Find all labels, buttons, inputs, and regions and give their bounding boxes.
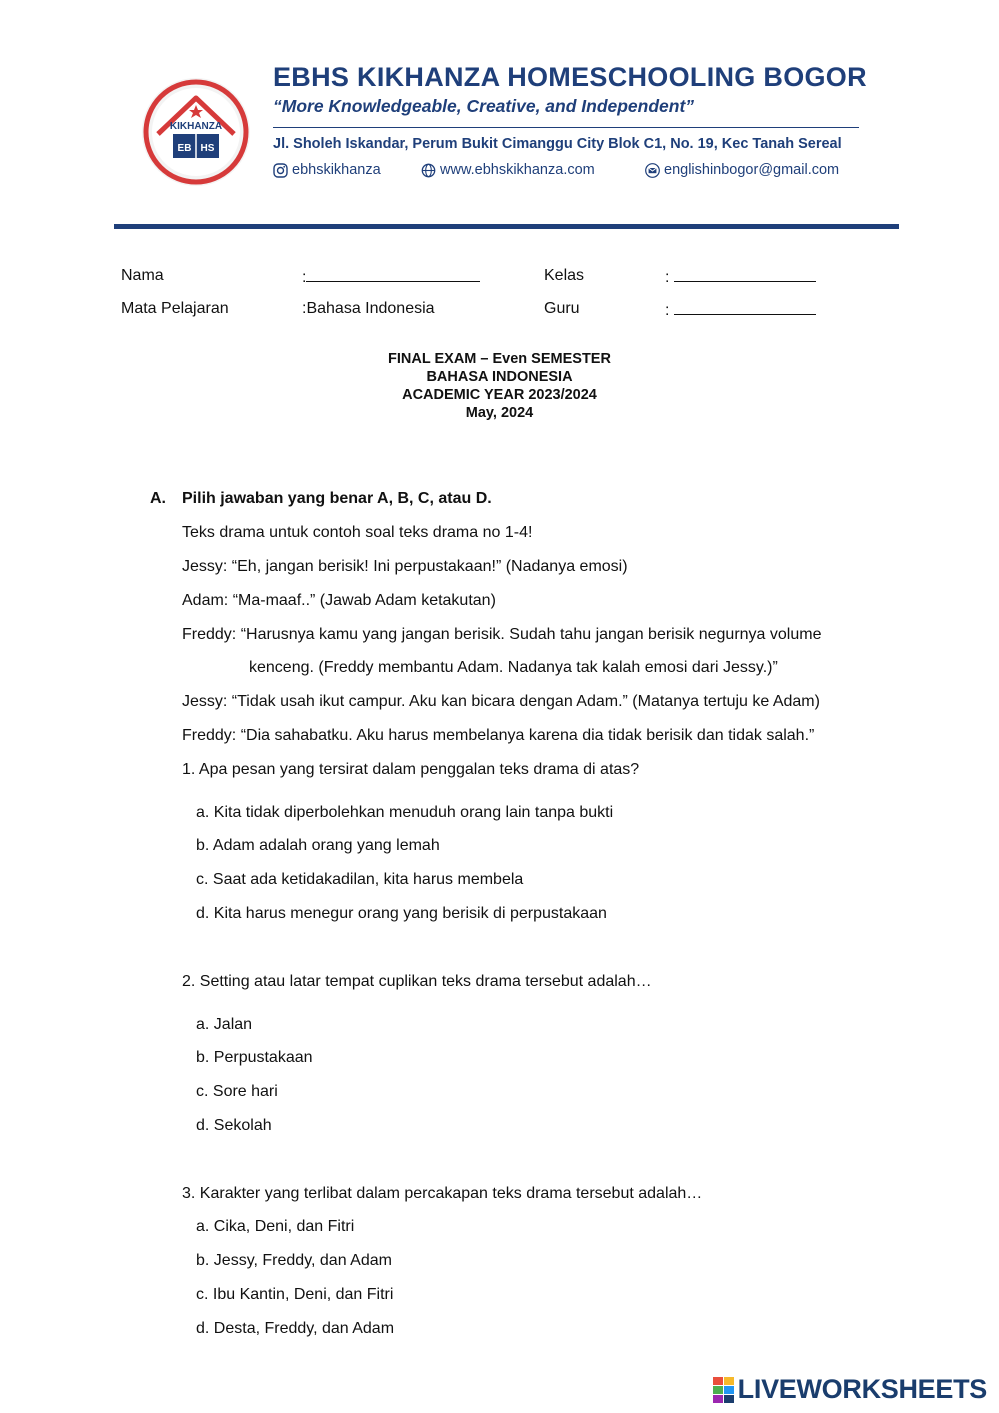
school-address: Jl. Sholeh Iskandar, Perum Bukit Cimanggu City Blok C1, No. 19, Kec Tanah Sereal [273, 136, 842, 152]
logo-badge-right: HS [200, 143, 215, 154]
globe-icon [421, 163, 436, 178]
logo-badge-left: EB [177, 143, 192, 154]
section-heading: Pilih jawaban yang benar A, B, C, atau D. [182, 490, 492, 507]
q2-option-b[interactable]: b. Perpustakaan [196, 1049, 313, 1066]
section-marker: A. [150, 490, 166, 507]
header-divider [273, 127, 859, 128]
contact-email [645, 162, 839, 178]
email-address: englishinbogor@gmail.com [664, 162, 840, 178]
drama-intro: Teks drama untuk contoh soal teks drama no 1-4! [182, 524, 533, 541]
q2-option-a[interactable]: a. Jalan [196, 1016, 253, 1033]
kelas-field[interactable] [665, 267, 816, 287]
contact-website [421, 162, 595, 178]
liveworksheets-brand [713, 1374, 987, 1405]
nama-field[interactable] [302, 267, 480, 287]
instagram-icon [273, 163, 288, 178]
exam-title-line1: FINAL EXAM – Even SEMESTER [388, 351, 611, 367]
guru-label: Guru [544, 300, 580, 317]
q2-option-c[interactable]: c. Sore hari [196, 1083, 278, 1100]
logo-text: KIKHANZA [169, 121, 223, 132]
q2-option-d[interactable]: d. Sekolah [196, 1117, 272, 1134]
dialogue-line: Freddy: “Dia sahabatku. Aku harus membelanya karena dia tidak berisik dan tidak salah.” [182, 727, 815, 744]
dialogue-line: Adam: “Ma-maaf..” (Jawab Adam ketakutan) [182, 592, 496, 609]
dialogue-line: kenceng. (Freddy membantu Adam. Nadanya tak kalah emosi dari Jessy.)” [249, 659, 778, 676]
q3-option-a[interactable]: a. Cika, Deni, dan Fitri [196, 1218, 355, 1235]
question-3: 3. Karakter yang terlibat dalam percakapan teks drama tersebut adalah… [182, 1185, 703, 1202]
q3-option-c[interactable]: c. Ibu Kantin, Deni, dan Fitri [196, 1286, 394, 1303]
dialogue-line: Freddy: “Harusnya kamu yang jangan berisik. Sudah tahu jangan berisik negurnya volume [182, 626, 822, 643]
kelas-blank [674, 267, 816, 282]
dialogue-line: Jessy: “Tidak usah ikut campur. Aku kan bicara dengan Adam.” (Matanya tertuju ke Adam) [182, 693, 820, 710]
q1-option-d[interactable]: d. Kita harus menegur orang yang berisik di perpustakaan [196, 905, 607, 922]
nama-label: Nama [121, 267, 164, 284]
q1-option-a[interactable]: a. Kita tidak diperbolehkan menuduh orang lain tanpa bukti [196, 804, 614, 821]
exam-title [0, 350, 999, 422]
kelas-label: Kelas [544, 267, 585, 284]
q3-option-b[interactable]: b. Jessy, Freddy, dan Adam [196, 1252, 392, 1269]
guru-blank [674, 300, 816, 315]
question-2: 2. Setting atau latar tempat cuplikan teks drama tersebut adalah… [182, 973, 652, 990]
guru-colon: : [665, 302, 670, 319]
instagram-handle: ebhskikhanza [292, 162, 381, 178]
exam-title-line3: ACADEMIC YEAR 2023/2024 [402, 387, 597, 403]
exam-title-line2: BAHASA INDONESIA [426, 369, 573, 385]
website-url: www.ebhskikhanza.com [440, 162, 595, 178]
mapel-value: :Bahasa Indonesia [302, 300, 435, 317]
school-name: EBHS KIKHANZA HOMESCHOOLING BOGOR [273, 62, 867, 92]
q1-option-c[interactable]: c. Saat ada ketidakadilan, kita harus membela [196, 871, 524, 888]
q1-option-b[interactable]: b. Adam adalah orang yang lemah [196, 837, 440, 854]
nama-blank [306, 267, 480, 282]
header-rule [114, 224, 899, 229]
email-icon [645, 163, 660, 178]
liveworksheets-text: LIVEWORKSHEETS [737, 1374, 987, 1404]
liveworksheets-icon [713, 1377, 735, 1403]
q3-option-d[interactable]: d. Desta, Freddy, dan Adam [196, 1320, 395, 1337]
dialogue-line: Jessy: “Eh, jangan berisik! Ini perpustakaan!” (Nadanya emosi) [182, 558, 628, 575]
contact-instagram [273, 162, 381, 178]
school-tagline: “More Knowledgeable, Creative, and Independent” [273, 96, 695, 116]
question-1: 1. Apa pesan yang tersirat dalam penggalan teks drama di atas? [182, 761, 640, 778]
nama-colon: : [302, 269, 307, 286]
mapel-label: Mata Pelajaran [121, 300, 229, 317]
kelas-colon: : [665, 269, 670, 286]
school-logo [140, 76, 252, 188]
guru-field[interactable] [665, 300, 816, 320]
exam-title-line4: May, 2024 [465, 405, 534, 421]
